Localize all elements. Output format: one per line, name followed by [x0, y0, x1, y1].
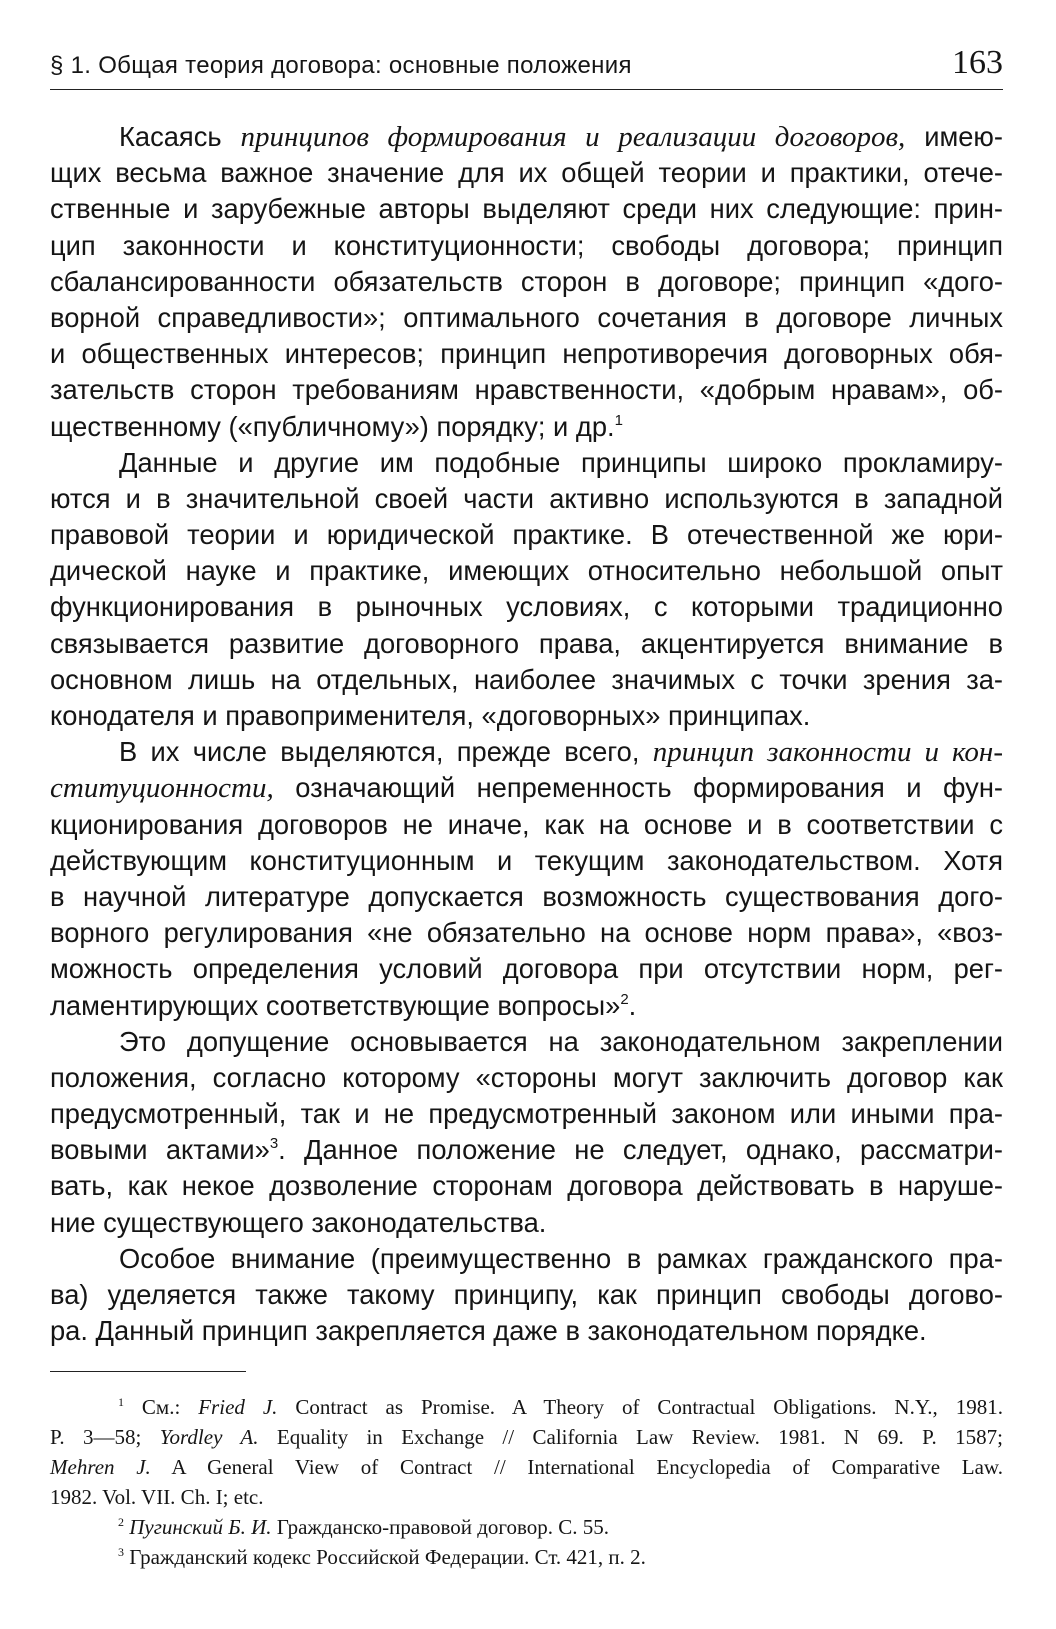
- text-run: Equality in Exchange // California Law Review. 1981. N 69. P. 1587;: [258, 1425, 1003, 1449]
- text-line: [50, 1205, 1003, 1241]
- footnote-separator: [50, 1371, 246, 1372]
- text-line: [50, 698, 1003, 734]
- italic-run: Yordley A.: [159, 1425, 259, 1449]
- text-run: щественному («публичному») порядку; и др.: [50, 410, 615, 442]
- text-run: Гражданский кодекс Российской Федерации. Ст. 421, п. 2.: [124, 1545, 646, 1569]
- text-run: 1982. Vol. VII. Ch. I; etc.: [50, 1485, 264, 1509]
- italic-run: принципов формирования и реализации договоров,: [240, 121, 906, 153]
- italic-run: Fried J.: [198, 1395, 278, 1419]
- italic-run: ституционности,: [50, 772, 274, 805]
- text-line: [50, 553, 1003, 589]
- footnote-marker: 3: [269, 1135, 279, 1153]
- text-run: означающий непременность формирования и фун-: [273, 772, 1003, 804]
- text-run: См.:: [124, 1395, 199, 1419]
- text-run: A General View of Contract // International Encyclopedia of Comparative Law.: [150, 1455, 1003, 1479]
- text-line: [50, 1482, 1003, 1512]
- text-run: ворной справедливости»; оптимального сочетания в договоре личных: [50, 301, 1003, 333]
- text-run: предусмотренный, так и не предусмотренный законом или иными пра-: [50, 1098, 1003, 1130]
- text-run: имею-: [905, 121, 1003, 152]
- text-run: зательств сторон требованиям нравственности, «добрым нравам», об-: [50, 374, 1003, 406]
- text-run: в научной литературе допускается возможность существования дого-: [50, 880, 1003, 912]
- text-run: можность определения условий договора при отсутствии норм, рег-: [50, 953, 1003, 985]
- text-run: ламентирующих соответствующие вопросы»: [50, 989, 621, 1021]
- text-line: [50, 770, 1003, 806]
- text-line: [50, 951, 1003, 987]
- text-line: [50, 1422, 1003, 1452]
- text-line: [50, 734, 1003, 770]
- text-line: [50, 481, 1003, 517]
- paragraph: [50, 445, 1003, 735]
- text-run: ние существующего законодательства.: [50, 1206, 547, 1238]
- footnote-marker: 2: [620, 990, 629, 1008]
- text-run: положения, согласно которому «стороны могут заключить договор как: [50, 1061, 1003, 1093]
- text-line: [50, 300, 1003, 336]
- text-line: [50, 915, 1003, 951]
- footnote-marker: 1: [118, 1395, 124, 1409]
- paragraph: [50, 119, 1003, 445]
- text-line: [50, 264, 1003, 300]
- text-run: В их числе выделяются, прежде всего,: [119, 736, 653, 768]
- text-line: [50, 589, 1003, 625]
- text-run: ворного регулирования «не обязательно на основе норм права», «воз-: [50, 917, 1003, 949]
- text-run: кционирования договоров не иначе, как на основе и в соответствии с: [50, 808, 1003, 840]
- text-run: основном лишь на отдельных, наиболее значимых с точки зрения за-: [50, 663, 1003, 695]
- text-line: [50, 445, 1003, 481]
- text-run: Касаясь: [119, 121, 241, 152]
- text-line: [50, 1060, 1003, 1096]
- text-line: [50, 119, 1003, 155]
- text-run: Это допущение основывается на законодательном закреплении: [119, 1025, 1003, 1057]
- page-number: 163: [952, 44, 1003, 81]
- paragraph: [50, 734, 1003, 1024]
- text-line: [50, 843, 1003, 879]
- text-line: [50, 1542, 1003, 1572]
- text-run: ра. Данный принцип закрепляется даже в законодательном порядке.: [50, 1315, 927, 1347]
- text-run: действующим конституционным и текущим законодательством. Хотя: [50, 844, 1003, 876]
- text-line: [50, 228, 1003, 264]
- text-line: [50, 807, 1003, 843]
- text-line: [50, 626, 1003, 662]
- italic-run: принцип законности и кон-: [652, 736, 1003, 769]
- text-run: связывается развитие договорного права, акцентируется внимание в: [50, 627, 1003, 659]
- text-run: вать, как некое дозволение сторонам договора действовать в наруше-: [50, 1170, 1003, 1202]
- text-line: [50, 191, 1003, 227]
- text-line: [50, 517, 1003, 553]
- text-line: [50, 988, 1003, 1024]
- text-run: конодателя и правоприменителя, «договорных» принципах.: [50, 700, 811, 731]
- text-run: ва) уделяется также такому принципу, как принцип свободы догово-: [50, 1279, 1003, 1310]
- text-line: [50, 1452, 1003, 1482]
- paragraph: [50, 1241, 1003, 1350]
- text-run: Гражданско-правовой договор. С. 55.: [271, 1515, 610, 1539]
- italic-run: Пугинский Б. И.: [129, 1515, 272, 1539]
- text-line: [50, 1241, 1003, 1277]
- text-run: . Данное положение не следует, однако, рассматри-: [278, 1134, 1003, 1166]
- text-run: ются и в значительной своей части активно используются в западной: [50, 482, 1003, 514]
- text-run: вовыми актами»: [50, 1134, 270, 1166]
- text-line: [50, 1168, 1003, 1204]
- header-rule: [50, 89, 1003, 90]
- text-line: [50, 409, 1003, 445]
- text-line: [50, 1277, 1003, 1313]
- italic-run: Mehren J.: [50, 1455, 151, 1479]
- text-run: ственные и зарубежные авторы выделяют среди них следующие: прин-: [50, 193, 1003, 225]
- section-title: § 1. Общая теория договора: основные положения: [50, 52, 632, 79]
- footnote-marker: 1: [614, 411, 623, 429]
- text-line: [50, 1512, 1003, 1542]
- text-line: [50, 336, 1003, 372]
- footnotes: [50, 1392, 1003, 1572]
- text-run: Данные и другие им подобные принципы широко прокламиру-: [119, 446, 1003, 478]
- text-run: Contract as Promise. A Theory of Contractual Obligations. N.Y., 1981.: [277, 1395, 1003, 1419]
- text-run: .: [628, 989, 637, 1021]
- text-run: функционирования в рыночных условиях, с которыми традиционно: [50, 591, 1003, 623]
- body-text: [50, 119, 1003, 1349]
- text-run: и общественных интересов; принцип непротиворечия договорных обя-: [50, 338, 1003, 370]
- text-line: [50, 1313, 1003, 1349]
- footnote-marker: 2: [118, 1515, 124, 1529]
- footnote: [50, 1392, 1003, 1512]
- paragraph: [50, 1024, 1003, 1241]
- footnote: [50, 1512, 1003, 1542]
- text-run: дической науке и практике, имеющих относительно небольшой опыт: [50, 555, 1003, 587]
- text-run: щих весьма важное значение для их общей теории и практики, отече-: [50, 157, 1003, 189]
- text-line: [50, 372, 1003, 408]
- text-run: сбалансированности обязательств сторон в договоре; принцип «дого-: [50, 265, 1003, 297]
- text-run: цип законности и конституционности; свободы договора; принцип: [50, 229, 1003, 261]
- text-line: [50, 1096, 1003, 1132]
- text-line: [50, 662, 1003, 698]
- footnote-marker: 3: [118, 1545, 124, 1559]
- text-line: [50, 879, 1003, 915]
- text-line: [50, 155, 1003, 191]
- text-line: [50, 1392, 1003, 1422]
- text-line: [50, 1024, 1003, 1060]
- footnote: [50, 1542, 1003, 1572]
- text-line: [50, 1132, 1003, 1168]
- text-run: Особое внимание (преимущественно в рамках гражданского пра-: [119, 1242, 1003, 1274]
- text-run: правовой теории и юридической практике. В отечественной же юри-: [50, 519, 1003, 551]
- running-header: [50, 46, 1003, 80]
- text-run: P. 3—58;: [50, 1425, 160, 1449]
